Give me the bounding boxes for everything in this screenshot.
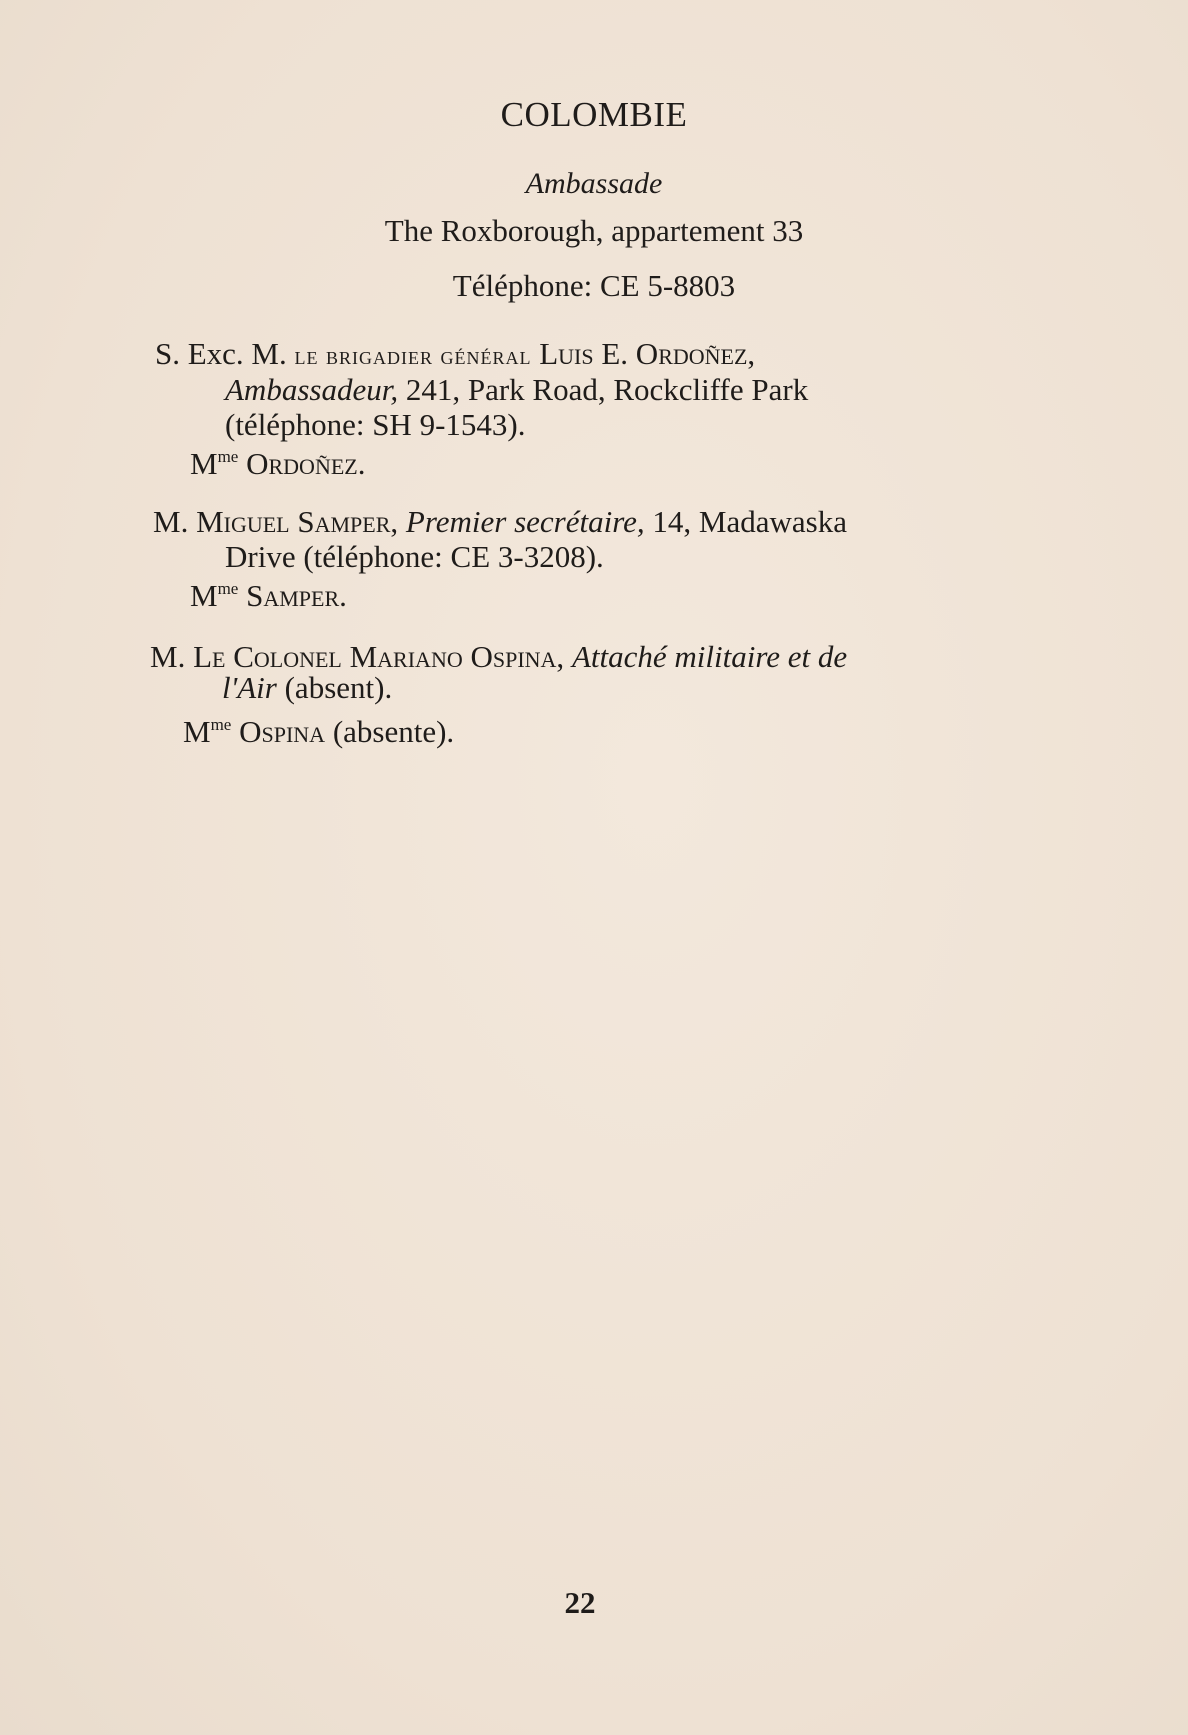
spouse-status: (absente). (332, 714, 455, 749)
entry-telephone: Drive (téléphone: CE 3-3208). (225, 539, 604, 574)
entry-address: 14, Madawaska (652, 504, 847, 539)
entry-telephone: (téléphone: SH 9-1543). (225, 407, 526, 442)
spouse-name: Samper. (246, 578, 347, 613)
entry-prefix: M. (150, 639, 186, 674)
entry-line (155, 337, 755, 373)
mission-telephone: Téléphone: CE 5-8803 (452, 268, 736, 303)
entry-address: 241, Park Road, Rockcliffe Park (405, 372, 809, 407)
entry-spouse: $M^{me}$ Ordoñez. (190, 446, 366, 481)
spouse-name: Ordoñez. (246, 446, 366, 481)
entry-line (225, 408, 525, 442)
entry-title: Attaché militaire et de (571, 639, 848, 674)
entry-title: Premier secrétaire, (405, 504, 645, 539)
entry-line (225, 373, 808, 407)
entry-line (150, 640, 847, 674)
mission-address: The Roxborough, appartement 33 (384, 213, 804, 248)
entry-status: (absent). (284, 670, 393, 705)
entry-name: Luis E. Ordoñez, (539, 336, 756, 371)
entry-prefix: S. Exc. M. (155, 336, 287, 371)
entry-name: Miguel Samper, (196, 504, 399, 539)
page-number: 22 (564, 1585, 596, 1620)
entry-rank: le brigadier général (294, 341, 532, 370)
mission-type: Ambassade (525, 167, 663, 200)
entry-name: Le Colonel Mariano Ospina, (193, 639, 565, 674)
entry-spouse: $M^{me}$ Ospina (absente). (183, 714, 455, 749)
country-heading: COLOMBIE (500, 95, 688, 134)
entry-line (222, 671, 392, 705)
entry-line (153, 505, 847, 539)
entry-title-cont: l'Air (222, 670, 277, 705)
entry-title: Ambassadeur, (225, 372, 399, 407)
entry-line (225, 540, 604, 574)
spouse-name: Ospina (239, 714, 326, 749)
entry-prefix: M. (153, 504, 189, 539)
entry-spouse: $M^{me}$ Samper. (190, 578, 347, 613)
